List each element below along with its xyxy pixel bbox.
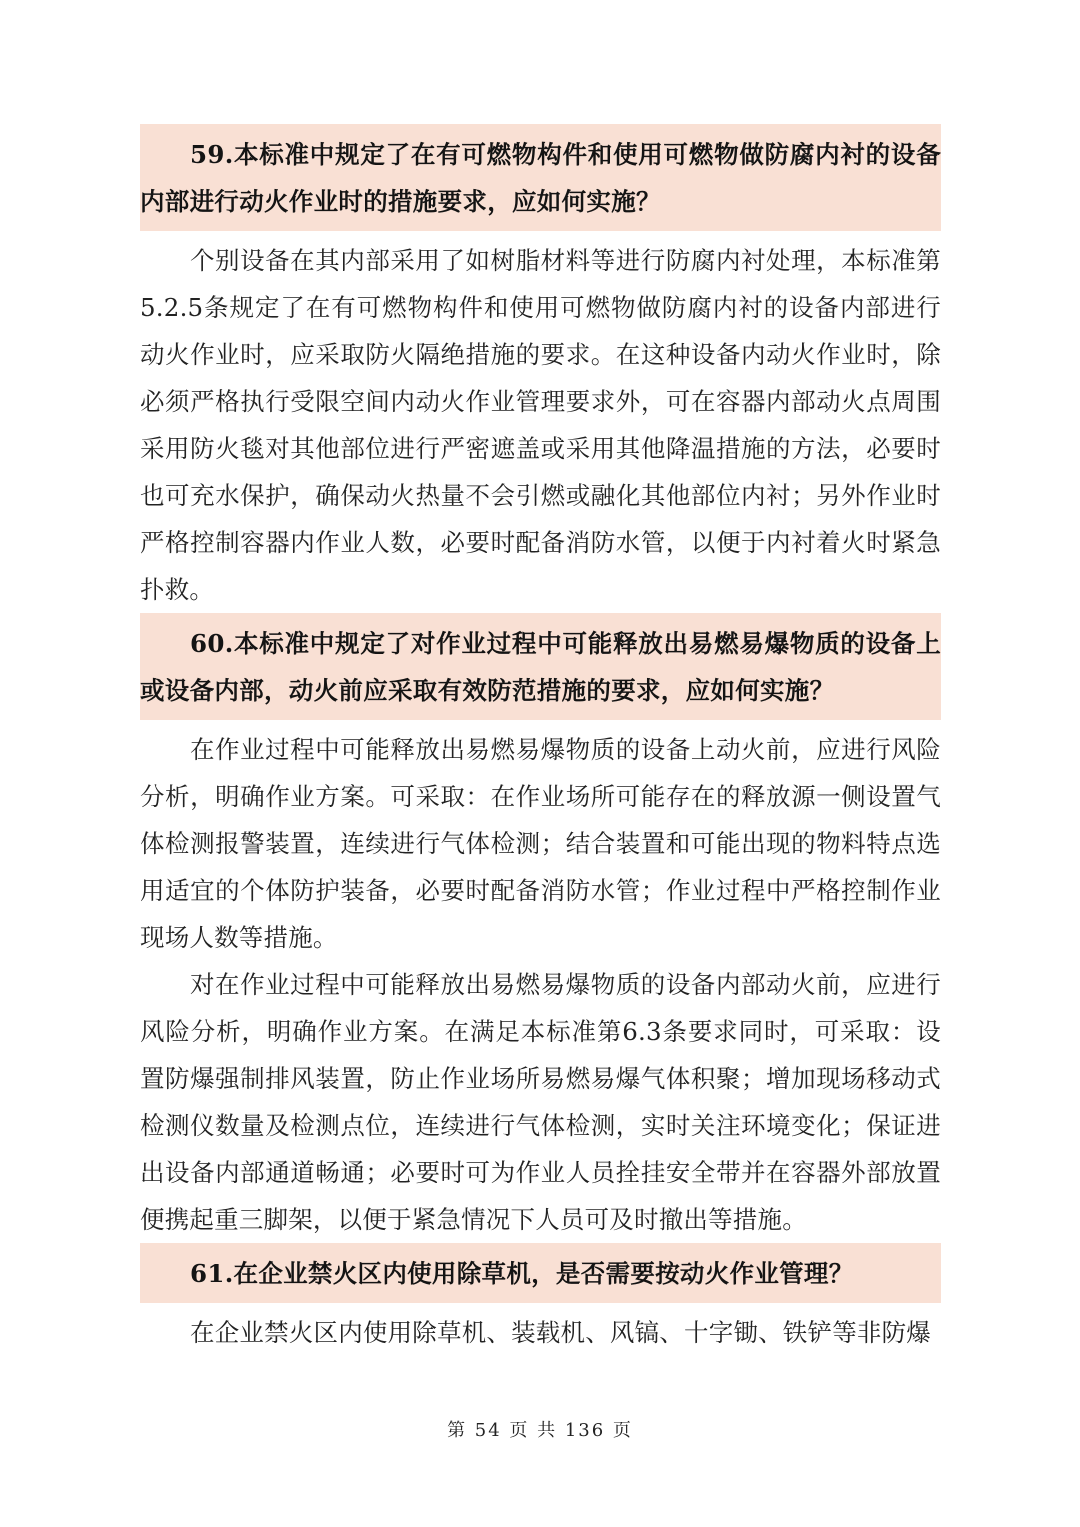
document-page — [140, 124, 941, 1356]
answer-paragraph: 个别设备在其内部采用了如树脂材料等进行防腐内衬处理，本标准第5.2.5条规定了在有可燃物构件和使用可燃物做防腐内衬的设备内部进行动火作业时，应采取防火隔绝措施的要求。在这种设备内动火作业时，除必须严格执行受限空间内动火作业管理要求外，可在容器内部动火点周围采用防火毯对其他部位进行严密遮盖或采用其他降温措施的方法，必要时也可充水保护，确保动火热量不会引燃或融化其他部位内衬；另外作业时严格控制容器内作业人数，必要时配备消防水管，以便于内衬着火时紧急扑救。 — [140, 246, 941, 604]
page-footer: 第 54 页 共 136 页 — [447, 1420, 633, 1441]
question-heading: 61.在企业禁火区内使用除草机，是否需要按动火作业管理？ — [140, 1243, 941, 1303]
question-heading: 60.本标准中规定了对作业过程中可能释放出易燃易爆物质的设备上或设备内部，动火前应采取有效防范措施的要求，应如何实施？ — [140, 613, 941, 720]
qa-section-60 — [140, 613, 941, 1243]
qa-section-59 — [140, 124, 941, 613]
answer-paragraph: 在企业禁火区内使用除草机、装载机、风镐、十字锄、铁铲等非防爆 — [190, 1318, 931, 1347]
qa-section-61 — [140, 1243, 941, 1356]
answer-paragraph: 对在作业过程中可能释放出易燃易爆物质的设备内部动火前，应进行风险分析，明确作业方案。在满足本标准第6.3条要求同时，可采取：设置防爆强制排风装置，防止作业场所易燃易爆气体积聚；增加现场移动式检测仪数量及检测点位，连续进行气体检测，实时关注环境变化；保证进出设备内部通道畅通；必要时可为作业人员拴挂安全带并在容器外部放置便携起重三脚架，以便于紧急情况下人员可及时撤出等措施。 — [140, 970, 941, 1234]
answer-paragraph: 在作业过程中可能释放出易燃易爆物质的设备上动火前，应进行风险分析，明确作业方案。可采取：在作业场所可能存在的释放源一侧设置气体检测报警装置，连续进行气体检测；结合装置和可能出现的物料特点选用适宜的个体防护装备，必要时配备消防水管；作业过程中严格控制作业现场人数等措施。 — [140, 735, 941, 952]
question-heading: 59.本标准中规定了在有可燃物构件和使用可燃物做防腐内衬的设备内部进行动火作业时的措施要求，应如何实施？ — [140, 124, 941, 231]
